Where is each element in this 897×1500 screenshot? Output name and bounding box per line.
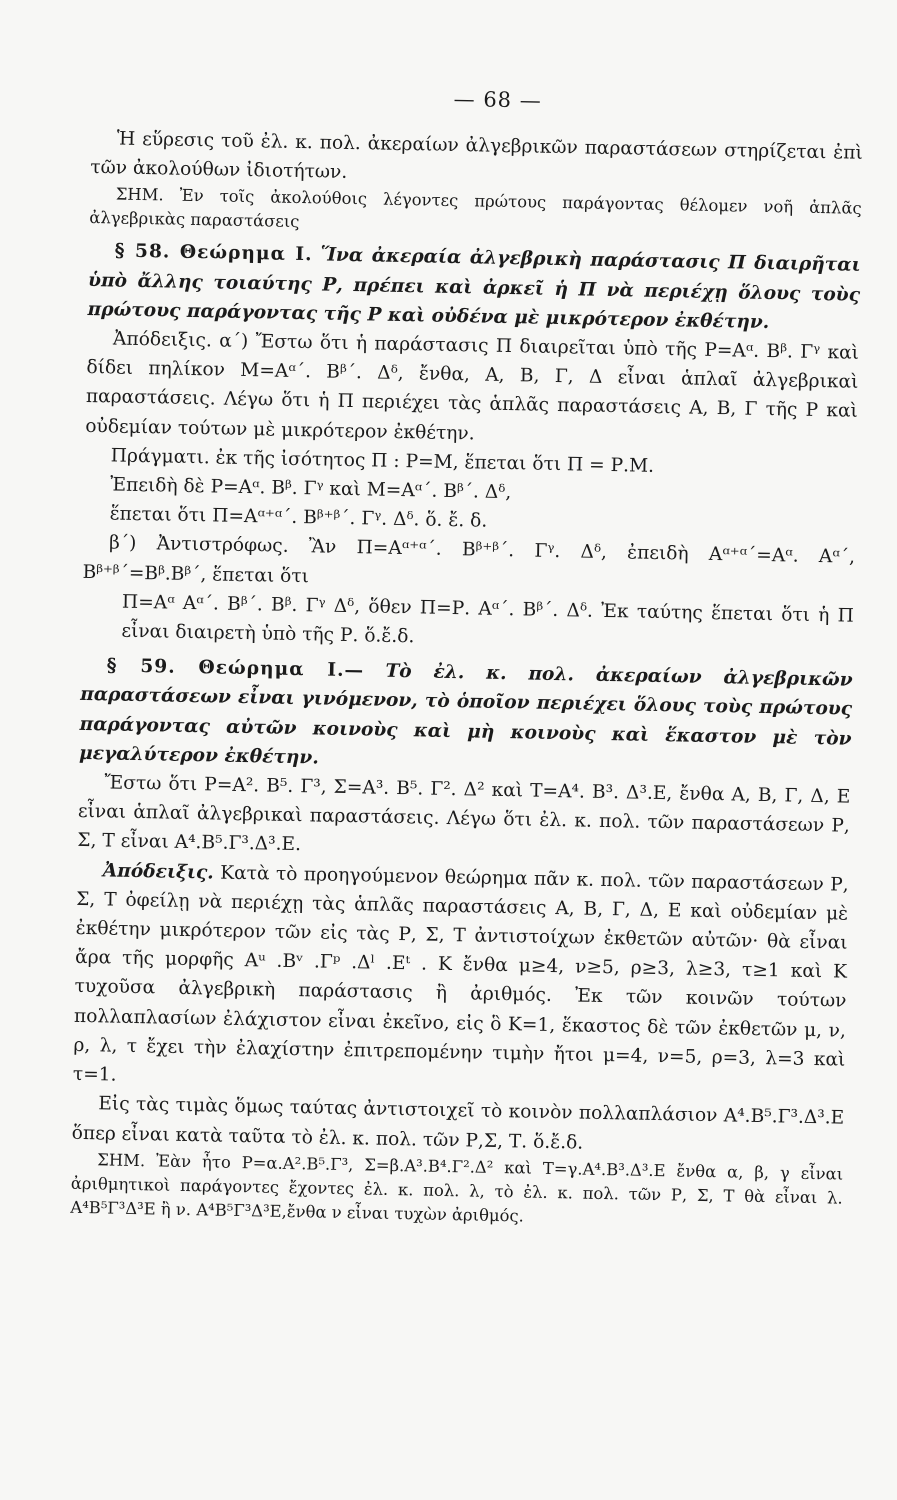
proof-59-conclusion: Εἰς τὰς τιμὰς ὅμως ταύτας ἀντιστοιχεῖ τὸ κοινὸν πολλαπλάσιον Α⁴.Β⁵.Γ³.Δ³.Ε ὅπερ εἶναι κατὰ ταῦτα τὸ ἐλ. κ. πολ. τῶν Ρ,Σ, Τ. ὅ.ἔ.δ. bbox=[71, 1093, 845, 1154]
proof-58-follows: ἕπεται ὅτι Π=Αᵅ⁺ᵅ΄. Βᵝ⁺ᵝ΄. Γᵞ. Δᵟ. ὅ. ἔ. δ. bbox=[109, 503, 488, 532]
proof-58-conclusion: Π=Αᵅ Αᵅ΄. Βᵝ΄. Βᵝ. Γᵞ Δᵟ, ὅθεν Π=Ρ. Αᵅ΄. Βᵝ΄. Δᵟ. Ἐκ ταύτης ἕπεται ὅτι ἡ Π εἶναι διαιρετὴ ὑπὸ τῆς Ρ. ὅ.ἔ.δ. bbox=[121, 591, 855, 648]
theorem-59-paragraph bbox=[79, 651, 853, 783]
proof-58-part-a: Ἀπόδειξις. α΄) Ἔστω ὅτι ἡ παράστασις Π διαιρεῖται ὑπὸ τῆς Ρ=Αᵅ. Βᵝ. Γᵞ καὶ δίδει πηλίκον Μ=Αᵅ΄. Βᵝ΄. Δᵟ, ἔνθα, Α, Β, Γ, Δ εἶναι ἁπλαῖ ἀλγεβρικαὶ παραστάσεις. Λέγω ὅτι ἡ Π περιέχει τὰς ἁπλᾶς παραστάσεις Α, Β, Γ τῆς Ρ καὶ οὐδεμίαν τούτων μὲ μικρότερον ἐκθέτην. bbox=[85, 328, 860, 445]
page-number: — 68 — bbox=[453, 86, 542, 113]
theorem-58-paragraph bbox=[87, 236, 861, 338]
theorem-59-statement: Τὸ ἐλ. κ. πολ. ἀκεραίων ἀλγεβρικῶν παραστάσεων εἶναι γινόμενον, τὸ ὁποῖον περιέχει ὅλους τοὺς πρώτους παράγοντας αὐτῶν κοινοὺς καὶ μὴ κοινοὺς καὶ ἕκαστον μὲ τὸν μεγαλύτερον ἐκθέτην. bbox=[78, 660, 853, 769]
proof-58-since: Ἐπειδὴ δὲ Ρ=Αᵅ. Βᵝ. Γᵞ καὶ Μ=Αᵅ΄. Βᵝ΄. Δᵟ, bbox=[110, 474, 512, 504]
note-paragraph-1: ΣΗΜ. Ἐν τοῖς ἀκολούθοις λέγοντες πρώτους παράγοντας θέλομεν νοῆ ἁπλᾶς ἀλγεβρικὰς παραστάσεις bbox=[89, 184, 862, 232]
theorem-59-example: Ἔστω ὅτι Ρ=Α². Β⁵. Γ³, Σ=Α³. Β⁵. Γ². Δ² καὶ Τ=Α⁴. Β³. Δ³.Ε, ἔνθα Α, Β, Γ, Δ, Ε εἶναι ἁπλαῖ ἀλγεβρικαὶ παραστάσεις. Λέγω ὅτι ἐλ. κ. πολ. τῶν παραστάσεων Ρ, Σ, Τ εἶναι Α⁴.Β⁵.Γ³.Δ³.Ε. bbox=[77, 772, 851, 856]
proof-59-paragraph bbox=[73, 856, 849, 1104]
proof-58-indeed: Πράγματι. ἐκ τῆς ἰσότητος Π : Ρ=Μ, ἕπεται ὅτι Π = Ρ.Μ. bbox=[110, 445, 655, 477]
note-paragraph-2: ΣΗΜ. Ἐὰν ἦτο Ρ=α.Α².Β⁵.Γ³, Σ=β.Α³.Β⁴.Γ².Δ² καὶ Τ=γ.Α⁴.Β³.Δ³.Ε ἔνθα α, β, γ εἶναι ἀριθμητικοὶ παράγοντες ἔχοντες ἐλ. κ. πολ. λ, τὸ ἐλ. κ. πολ. τῶν Ρ, Σ, Τ θὰ εἶναι λ. Α⁴Β⁵Γ³Δ³Ε ἢ ν. Α⁴Β⁵Γ³Δ³Ε,ἔνθα ν εἶναι τυχὼν ἀριθμός. bbox=[70, 1150, 844, 1226]
proof-59-label: Ἀπόδειξις. bbox=[102, 860, 214, 884]
intro-paragraph: Ἡ εὕρεσις τοῦ ἐλ. κ. πολ. ἀκεραίων ἀλγεβρικῶν παραστάσεων στηρίζεται ἐπὶ τῶν ἀκολούθων ἰδιοτήτων. bbox=[90, 128, 863, 184]
theorem-58-statement: Ἵνα ἀκεραία ἀλγεβρικὴ παράστασις Π διαιρῆται ὑπὸ ἄλλης τοιαύτης Ρ, πρέπει καὶ ἀρκεῖ ἡ Π νὰ περιέχῃ ὅλους τοὺς πρώτους παράγοντας τῆς Ρ καὶ οὐδένα μὲ μικρότερον ἐκθέτην. bbox=[87, 244, 861, 333]
theorem-58-heading: § 58. Θεώρημα I. bbox=[114, 240, 313, 266]
page-text-block bbox=[67, 80, 864, 1385]
proof-58-part-b: β΄) Ἀντιστρόφως. Ἂν Π=Αᵅ⁺ᵅ΄. Βᵝ⁺ᵝ΄. Γᵞ. Δᵟ, ἐπειδὴ Αᵅ⁺ᵅ΄=Αᵅ. Αᵅ΄, Βᵝ⁺ᵝ΄=Βᵝ.Βᵝ΄, ἕπεται ὅτι bbox=[82, 532, 856, 587]
theorem-59-heading: § 59. Θεώρημα I.— bbox=[106, 655, 365, 682]
proof-59-body: Κατὰ τὸ προηγούμενον θεώρημα πᾶν κ. πολ. τῶν παραστάσεων Ρ, Σ, Τ ὀφείλῃ νὰ περιέχῃ τὰς ἁπλᾶς παραστάσεις Α, Β, Γ, Δ, Ε καὶ οὐδεμίαν μὲ ἐκθέτην μικρότερον τῶν εἰς τὰς Ρ, Σ, Τ ἀντιστοίχων ἐκθετῶν αὐτῶν· θὰ εἶναι ἄρα τῆς μορφῆς Αᵘ .Βᵛ .Γᵖ .Δˡ .Εᵗ . Κ ἔνθα μ≥4, ν≥5, ρ≥3, λ≥3, τ≥1 καὶ Κ τυχοῦσα ἀλγεβρικὴ παράστασις ἢ ἀριθμός. Ἐκ τῶν κοινῶν τούτων πολλαπλασίων ἐλάχιστον εἶναι ἐκεῖνο, εἰς ὃ Κ=1, ἕκαστος δὲ τῶν ἐκθετῶν μ, ν, ρ, λ, τ ἔχει τὴν ἐλαχίστην ἐπιτρεπομένην τιμὴν ἤτοι μ=4, ν=5, ρ=3, λ=3 καὶ τ=1. bbox=[72, 862, 849, 1086]
